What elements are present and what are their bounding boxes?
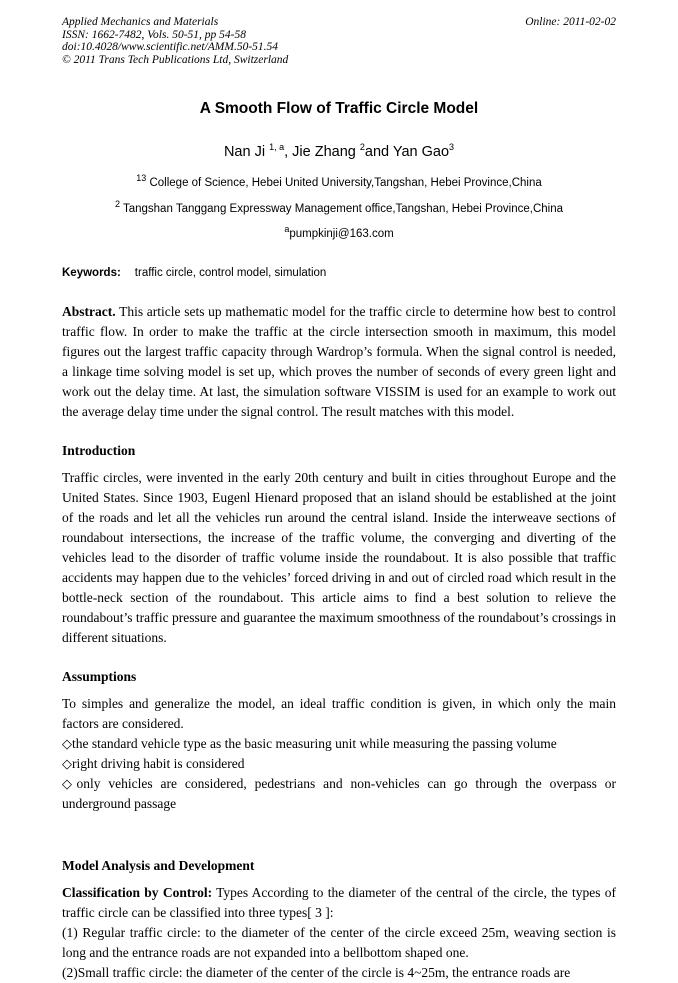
abstract-text: This article sets up mathematic model for the traffic circle to determine how best to control traffic flow. In order to make the traffic at the circle intersection smooth in maximum, this model figures out the largest traffic capacity through Wardrop’s formula. When the signal control is needed, a linkage time solving model is set up, which proves the number of seconds of every green light and work out the delay time. At last, the simulation software VISSIM is used for an example to work out the average delay time under the signal control. The result matches with this model. xyxy=(62,304,616,419)
author-3: Yan Gao xyxy=(392,144,450,160)
email-text: pumpkinji@163.com xyxy=(289,228,394,240)
keywords-value: traffic circle, control model, simulation xyxy=(134,267,327,279)
journal-copyright: © 2011 Trans Tech Publications Ltd, Switzerland xyxy=(62,53,289,66)
affiliation-2-sup: 2 xyxy=(114,199,120,210)
email-sup: a xyxy=(284,224,290,235)
classification-text: Types According to the diameter of the central of the circle, the types of traffic circle can be classified into three types[ 3 ]: xyxy=(62,885,616,920)
abstract-label: Abstract. xyxy=(62,304,116,319)
author-1-sup: 1, a xyxy=(269,142,285,153)
assumption-bullet-text: right driving habit is considered xyxy=(72,756,245,771)
diamond-bullet-icon: ◇ xyxy=(62,756,72,771)
diamond-bullet-icon: ◇ xyxy=(62,776,77,791)
online-date: Online: 2011-02-02 xyxy=(525,16,616,28)
keywords-line xyxy=(62,267,616,279)
assumption-bullet-text: the standard vehicle type as the basic measuring unit while measuring the passing volume xyxy=(72,736,557,751)
author-3-sup: 3 xyxy=(449,142,455,153)
assumptions-intro: To simples and generalize the model, an ideal traffic condition is given, in which only the main factors are considered. xyxy=(62,696,616,731)
affiliation-1-sup: 13 xyxy=(136,173,147,184)
introduction-paragraph: Traffic circles, were invented in the early 20th century and built in cities throughout Europe and the United States. Since 1903, Eugenl Hienard proposed that an island should be established at the joint of the roads and let all the vehicles run around the central island. Inside the interweave sections of roundabout intersections, the increase of the traffic volume, the converging and diverting of the vehicles lead to the disorder of traffic volume inside the roundabout. It is also possible that traffic accidents may happen due to the vehicles’ forced driving in and out of circled road which result in the bottle-neck section of the roundabout. This article aims to find a best solution to relieve the roundabout’s traffic pressure and guarantee the maximum smoothness of the roundabout’s crossings in different situations. xyxy=(62,470,616,645)
assumption-bullet xyxy=(62,734,616,754)
author-2: Jie Zhang xyxy=(292,144,360,160)
classification-item: (1) Regular traffic circle: to the diameter of the center of the circle exceed 25m, weaving section is long and the entrance roads are not expanded into a bellbottom shaped one. xyxy=(62,925,616,960)
journal-doi: doi:10.4028/www.scientific.net/AMM.50-51.54 xyxy=(62,41,279,53)
author-sep-2: and xyxy=(364,144,393,160)
author-email xyxy=(62,224,616,240)
assumption-bullet xyxy=(62,754,616,774)
affiliation-2 xyxy=(62,199,616,215)
journal-header xyxy=(62,16,616,66)
affiliation-2-text: Tangshan Tanggang Expressway Management office,Tangshan, Hebei Province,China xyxy=(119,203,564,215)
classification-paragraph xyxy=(62,883,616,923)
diamond-bullet-icon: ◇ xyxy=(62,736,72,751)
classification-label: Classification by Control: xyxy=(62,885,213,900)
assumption-bullet xyxy=(62,774,616,814)
assumption-bullet-text: only vehicles are considered, pedestrians and non-vehicles can go through the overpass or underground passage xyxy=(62,776,616,811)
author-1: Nan Ji xyxy=(223,144,270,160)
page-title: A Smooth Flow of Traffic Circle Model xyxy=(199,100,479,117)
author-sep-1: , xyxy=(284,144,293,160)
keywords-label: Keywords: xyxy=(62,267,121,279)
section-heading-introduction: Introduction xyxy=(62,443,136,458)
journal-name: Applied Mechanics and Materials xyxy=(62,16,219,28)
affiliation-1-text: College of Science, Hebei United University,Tangshan, Hebei Province,China xyxy=(146,177,542,189)
author-byline xyxy=(62,144,616,160)
section-heading-assumptions: Assumptions xyxy=(62,669,137,684)
section-heading-model-analysis: Model Analysis and Development xyxy=(62,858,255,873)
classification-item: (2)Small traffic circle: the diameter of the center of the circle is 4~25m, the entrance roads are xyxy=(62,965,571,980)
journal-header-left xyxy=(62,16,288,66)
author-2-sup: 2 xyxy=(359,142,365,153)
affiliation-1 xyxy=(62,173,616,189)
abstract-paragraph xyxy=(62,302,616,422)
journal-issn: ISSN: 1662-7482, Vols. 50-51, pp 54-58 xyxy=(62,28,246,41)
